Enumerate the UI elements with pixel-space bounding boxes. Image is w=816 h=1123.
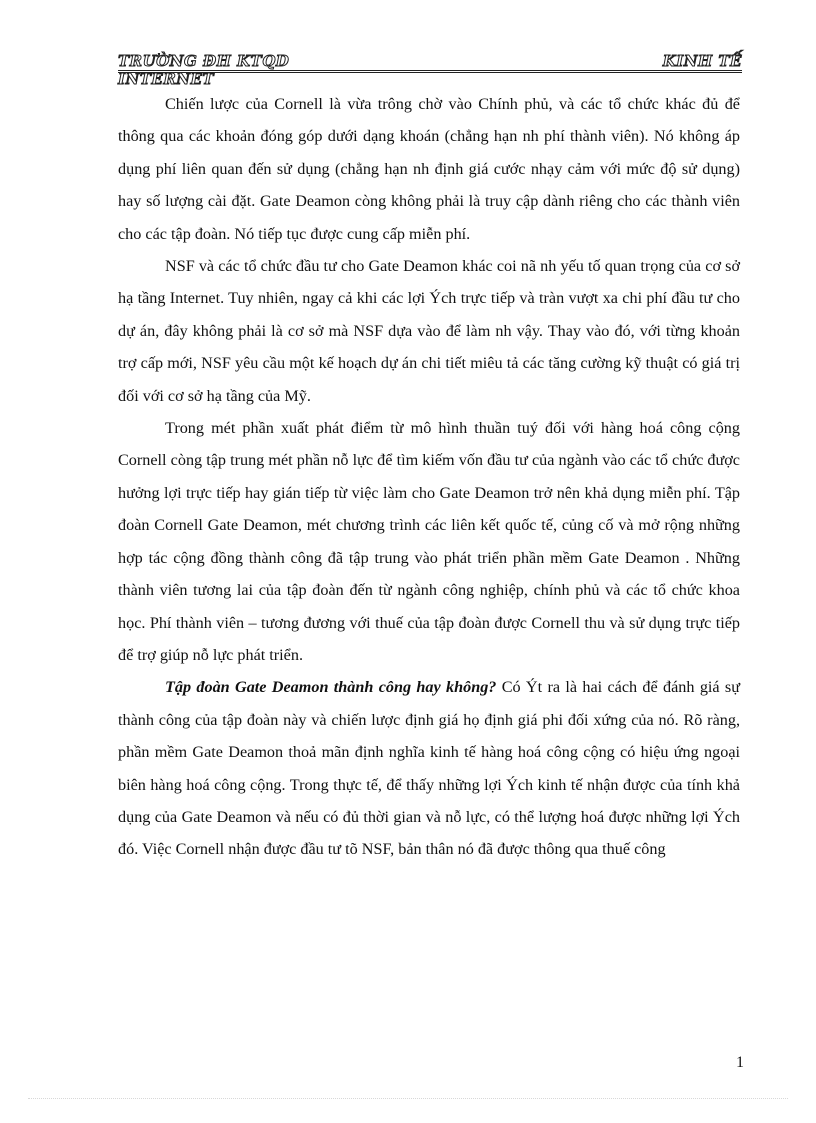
paragraph-2 xyxy=(118,250,740,412)
paragraph-4-text: Có Ýt ra là hai cách để đánh giá sự thành công của tập đoàn này và chiến lược định giá họ định giá phi đối xứng của nó. Rõ ràng, phần mềm Gate Deamon thoả mãn định nghĩa kinh tế hàng hoá công cộng có hiệu ứng ngoại biên hàng hoá công cộng. Trong thực tế, để thấy những lợi Ých kinh tế nhận được của tính khả dụng của Gate Deamon và nếu có đủ thời gian và nỗ lực, có thể lượng hoá được những lợi Ých đó. Việc Cornell nhận được đầu tư tõ NSF, bản thân nó đã được thông qua thuế công xyxy=(118,678,740,859)
paragraph-3-text: Trong mét phần xuất phát điểm từ mô hình thuần tuý đối với hàng hoá công cộng Cornell còng tập trung mét phần nỗ lực để tìm kiếm vốn đầu tư của ngành vào các tổ chức được hưởng lợi trực tiếp hay gián tiếp từ việc làm cho Gate Deamon trở nên khả dụng miễn phí. Tập đoàn Cornell Gate Deamon, mét chương trình các liên kết quốc tế, củng cố và mở rộng những hợp tác cộng đồng thành công đã tập trung vào phát triển phần mềm Gate Deamon . Những thành viên tương lai của tập đoàn đến từ ngành công nghiệp, chính phủ và các tổ chức khoa học. Phí thành viên – tương đương với thuế của tập đoàn được Cornell thu và sử dụng trực tiếp để trợ giúp nỗ lực phát triển. xyxy=(118,419,740,664)
footer-divider xyxy=(28,1098,788,1099)
header-faculty-name: KINH TẾ xyxy=(662,52,742,70)
paragraph-4 xyxy=(118,671,740,865)
paragraph-4-lead: Tập đoàn Gate Deamon thành công hay không? xyxy=(165,678,497,697)
header-school-name: TRƯỜNG ĐH KTQD xyxy=(118,52,290,70)
header-subject: INTERNET xyxy=(118,70,215,88)
paragraph-2-text: NSF và các tổ chức đầu tư cho Gate Deamon khác coi nã nh yếu tố quan trọng của cơ sở hạ tầng Internet. Tuy nhiên, ngay cả khi các lợi Ých trực tiếp và tràn vượt xa chi phí đầu tư cho dự án, đây không phải là cơ sở mà NSF dựa vào để làm nh vậy. Thay vào đó, với từng khoản trợ cấp mới, NSF yêu cầu một kế hoạch dự án chi tiết miêu tả các tăng cường kỹ thuật có giá trị đối với cơ sở hạ tầng của Mỹ. xyxy=(118,257,740,405)
page-header xyxy=(118,52,742,86)
paragraph-1 xyxy=(118,88,740,250)
body-text xyxy=(118,88,740,866)
paragraph-3 xyxy=(118,412,740,671)
paragraph-1-text: Chiến lược của Cornell là vừa trông chờ vào Chính phủ, và các tổ chức khác đủ để thông qua các khoản đóng góp dưới dạng khoán (chẳng hạn nh phí thành viên). Nó không áp dụng phí liên quan đến sử dụng (chẳng hạn nh định giá cước nhạy cảm với mức độ sử dụng) hay số lượng cài đặt. Gate Deamon còng không phải là truy cập dành riêng cho các thành viên cho các tập đoàn. Nó tiếp tục được cung cấp miễn phí. xyxy=(118,95,740,243)
page-number: 1 xyxy=(736,1054,744,1071)
